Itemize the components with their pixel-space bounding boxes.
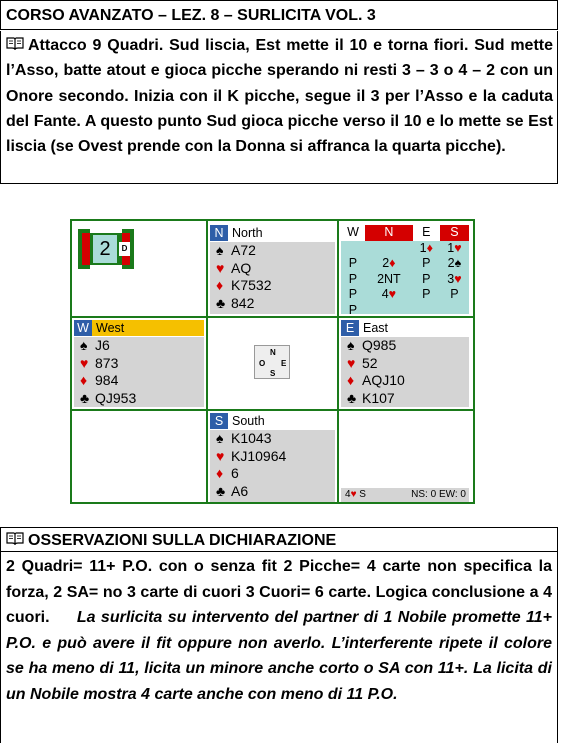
contract-bar: [341, 488, 469, 502]
heart-icon: ♥: [347, 354, 356, 371]
west-label: [74, 320, 204, 336]
compass-n: N: [270, 348, 276, 357]
auction-header-n: N: [365, 225, 413, 241]
heart-icon: ♥: [80, 354, 89, 371]
compass-e: E: [281, 359, 287, 368]
bid: [341, 241, 365, 257]
bid: P: [348, 287, 358, 302]
auction-header-s: S: [440, 225, 469, 241]
east-label: [341, 320, 469, 336]
west-tag: W: [74, 320, 92, 336]
spade-icon: ♠: [216, 430, 224, 446]
contract: 4♥ S: [345, 489, 366, 500]
west-clubs: QJ953: [95, 389, 137, 406]
board-number: 2: [93, 235, 117, 263]
north-diamonds: K7532: [231, 277, 272, 293]
east-diamonds: AQJ10: [362, 372, 405, 388]
intro-text: Attacco 9 Quadri. Sud liscia, Est mette il 10 e torna fiori. Sud mette l’Asso, batte atout e gioca picche sperando ni resti 3 – 3 o 4 – 2 con un Onore secondo. Inizia con il K picche, segue il 3 per l’Asso e la caduta del Fante. A questo punto Sud gioca picche verso il 10 e lo mette se Est liscia (se Ovest prende con la Donna si affranca la quarta picche).: [6, 37, 553, 156]
east-hand: [341, 337, 469, 407]
east-clubs: K107: [362, 389, 395, 406]
south-tag: S: [210, 413, 228, 429]
west-diamonds: 984: [95, 372, 119, 388]
north-tag: N: [210, 225, 228, 241]
diamond-icon: ♦: [216, 465, 224, 481]
observations-italic: La surlicita su intervento del partner di 1 Nobile promette 11+ P.O. e può avere il fit oppure non averlo. L’interferente ripete il colore se ha meno di 11, licita un minore anche corto o SA con 11+. La licita di un Nobile mostra 4 carte anche con meno di 11 P.O.: [6, 609, 553, 703]
bid: P: [422, 271, 431, 286]
bid: P: [348, 271, 358, 286]
book-icon: [6, 531, 24, 549]
auction-table: [341, 225, 469, 317]
north-clubs: 842: [231, 294, 255, 311]
bid: [365, 303, 413, 319]
bid: 2♦: [382, 256, 396, 271]
board-number-box: [78, 229, 134, 269]
compass-o: O: [259, 359, 266, 368]
bid: P: [348, 302, 358, 317]
west-spades: J6: [95, 337, 110, 353]
section-title: [0, 527, 558, 552]
diamond-icon: ♦: [347, 372, 355, 388]
west-hand: [74, 337, 204, 407]
bridge-diagram: [70, 219, 475, 504]
bid: 3♥: [447, 271, 462, 286]
intro-paragraph: [0, 31, 558, 184]
south-hearts: KJ10964: [231, 447, 287, 464]
east-hearts: 52: [362, 354, 378, 371]
diamond-icon: ♦: [80, 372, 88, 388]
spade-icon: ♠: [216, 242, 224, 258]
south-label: [210, 413, 335, 429]
bid: P: [422, 256, 431, 271]
west-name: West: [96, 321, 125, 335]
observations-paragraph: [0, 552, 558, 743]
bid: P: [348, 256, 358, 271]
bid: P: [450, 287, 459, 302]
heart-icon: ♥: [216, 259, 225, 276]
score: NS: 0 EW: 0: [411, 489, 466, 500]
bid: 2NT: [377, 271, 401, 286]
club-icon: ♣: [216, 294, 226, 311]
north-name: North: [232, 226, 263, 240]
book-icon: [6, 33, 24, 58]
south-spades: K1043: [231, 430, 272, 446]
club-icon: ♣: [216, 482, 226, 499]
east-tag: E: [341, 320, 359, 336]
north-label: [210, 225, 335, 241]
west-hearts: 873: [95, 354, 119, 371]
bid: [440, 303, 469, 319]
bid: 4♥: [381, 287, 397, 302]
north-hearts: AQ: [231, 259, 252, 276]
page-title: CORSO AVANZATO – LEZ. 8 – SURLICITA VOL. 3: [0, 0, 558, 30]
club-icon: ♣: [80, 389, 90, 406]
south-hand: [210, 430, 335, 502]
compass-box: [254, 345, 290, 379]
section-title-text: OSSERVAZIONI SULLA DICHIARAZIONE: [28, 532, 337, 549]
south-diamonds: 6: [231, 465, 239, 481]
diamond-icon: ♦: [216, 277, 224, 293]
club-icon: ♣: [347, 389, 357, 406]
bid: [365, 241, 413, 257]
spade-icon: ♠: [347, 337, 355, 353]
observations-plain: 2 Quadri= 11+ P.O. con o senza fit 2 Picche= 4 carte non specifica la forza, 2 SA= no 3 carte di cuori 3 Cuori= 6 carte. Logica conclusione a 4 cuori.: [6, 558, 552, 626]
bid: 2♠: [447, 256, 462, 271]
south-name: South: [232, 414, 265, 428]
compass-s: S: [270, 369, 276, 378]
north-spades: A72: [231, 242, 256, 258]
south-clubs: A6: [231, 482, 249, 499]
spade-icon: ♠: [80, 337, 88, 353]
bid: [413, 303, 440, 319]
auction-header-e: E: [413, 225, 440, 241]
north-hand: [210, 242, 335, 314]
bid: 1♥: [447, 240, 462, 255]
auction-header-w: W: [341, 225, 365, 241]
east-name: East: [363, 321, 389, 335]
dealer-marker: D: [119, 242, 130, 256]
bid: P: [422, 287, 431, 302]
east-spades: Q985: [362, 337, 397, 353]
heart-icon: ♥: [216, 447, 225, 464]
bid: 1♦: [419, 240, 433, 255]
